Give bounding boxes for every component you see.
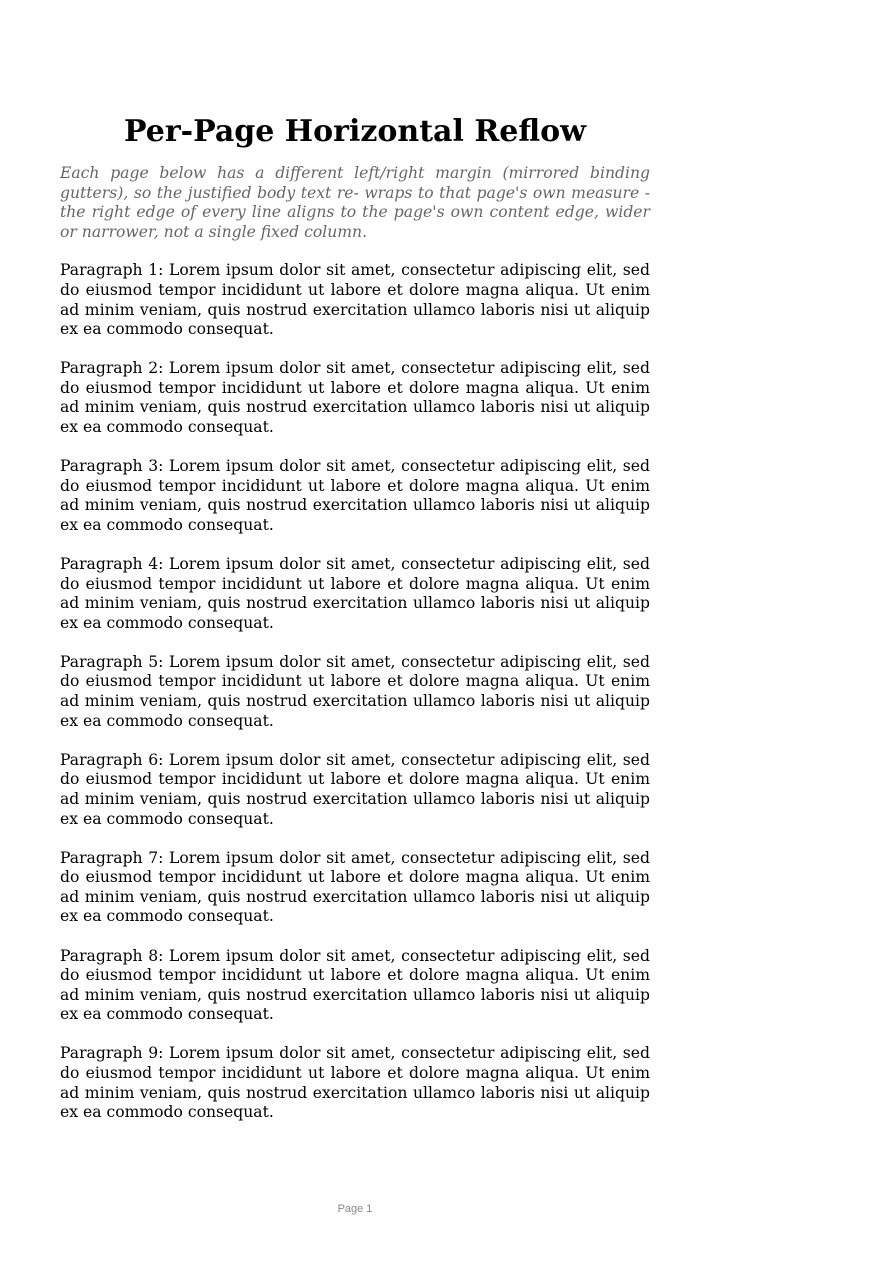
- body-paragraph: Paragraph 6: Lorem ipsum dolor sit amet, consectetur adipiscing elit, sed do eiusmod tempor incididunt ut labore et dolore magna aliqua. Ut enim ad minim veniam, quis nostrud exercitation ullamco laboris nisi ut aliquip ex ea commodo consequat.: [60, 750, 650, 828]
- body-paragraph: Paragraph 2: Lorem ipsum dolor sit amet, consectetur adipiscing elit, sed do eiusmod tempor incididunt ut labore et dolore magna aliqua. Ut enim ad minim veniam, quis nostrud exercitation ullamco laboris nisi ut aliquip ex ea commodo consequat.: [60, 359, 650, 437]
- body-paragraph: Paragraph 7: Lorem ipsum dolor sit amet, consectetur adipiscing elit, sed do eiusmod tempor incididunt ut labore et dolore magna aliqua. Ut enim ad minim veniam, quis nostrud exercitation ullamco laboris nisi ut aliquip ex ea commodo consequat.: [60, 848, 650, 926]
- body-paragraph: Paragraph 9: Lorem ipsum dolor sit amet, consectetur adipiscing elit, sed do eiusmod tempor incididunt ut labore et dolore magna aliqua. Ut enim ad minim veniam, quis nostrud exercitation ullamco laboris nisi ut aliquip ex ea commodo consequat.: [60, 1044, 650, 1122]
- body-paragraph: Paragraph 3: Lorem ipsum dolor sit amet, consectetur adipiscing elit, sed do eiusmod tempor incididunt ut labore et dolore magna aliqua. Ut enim ad minim veniam, quis nostrud exercitation ullamco laboris nisi ut aliquip ex ea commodo consequat.: [60, 457, 650, 534]
- page-number: Page 1: [337, 1203, 373, 1215]
- body-paragraph: Paragraph 8: Lorem ipsum dolor sit amet, consectetur adipiscing elit, sed do eiusmod tempor incididunt ut labore et dolore magna aliqua. Ut enim ad minim veniam, quis nostrud exercitation ullamco laboris nisi ut aliquip ex ea commodo consequat.: [60, 946, 650, 1024]
- body-paragraph: Paragraph 4: Lorem ipsum dolor sit amet, consectetur adipiscing elit, sed do eiusmod tempor incididunt ut labore et dolore magna aliqua. Ut enim ad minim veniam, quis nostrud exercitation ullamco laboris nisi ut aliquip ex ea commodo consequat.: [60, 555, 650, 632]
- page-title: Per-Page Horizontal Reflow: [123, 114, 586, 149]
- body-paragraph: Paragraph 1: Lorem ipsum dolor sit amet, consectetur adipiscing elit, sed do eiusmod tempor incididunt ut labore et dolore magna aliqua. Ut enim ad minim veniam, quis nostrud exercitation ullamco laboris nisi ut aliquip ex ea commodo consequat.: [60, 261, 650, 339]
- page-content: [60, 112, 650, 1142]
- body-paragraph: Paragraph 5: Lorem ipsum dolor sit amet, consectetur adipiscing elit, sed do eiusmod tempor incididunt ut labore et dolore magna aliqua. Ut enim ad minim veniam, quis nostrud exercitation ullamco laboris nisi ut aliquip ex ea commodo consequat.: [60, 652, 650, 730]
- intro-note: Each page below has a different left/right margin (mirrored binding gutters), so the justified body text re- wraps to that page's own measure - the right edge of every line aligns to the page's own content edge, wider or narrower, not a single fixed column.: [60, 164, 650, 241]
